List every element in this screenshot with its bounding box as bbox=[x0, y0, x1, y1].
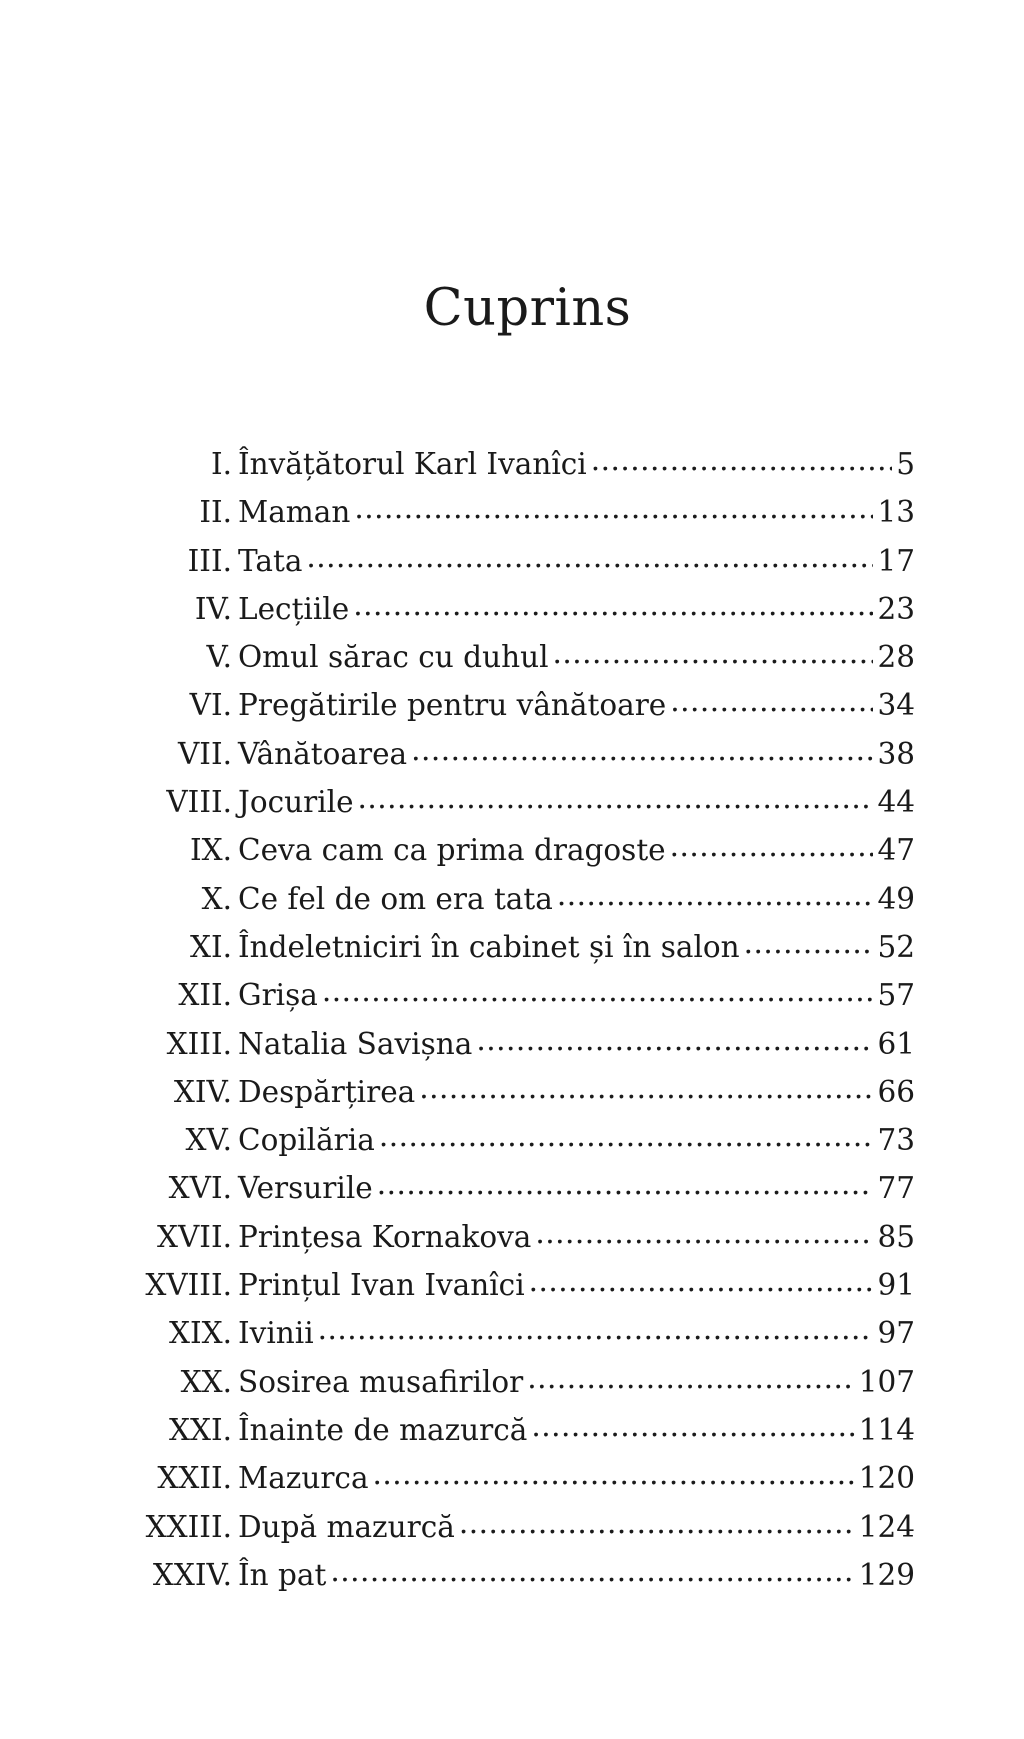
dot-leader bbox=[373, 1459, 855, 1489]
page-number: 124 bbox=[858, 1509, 915, 1544]
chapter-number: XXIV. bbox=[152, 1557, 232, 1592]
chapter-title: Sosirea musafirilor bbox=[238, 1364, 524, 1399]
chapter-title: Prințul Ivan Ivanîci bbox=[238, 1268, 525, 1303]
toc-entry bbox=[140, 440, 915, 488]
chapter-number: I. bbox=[210, 447, 232, 481]
chapter-title: Copilăria bbox=[238, 1123, 375, 1158]
dot-leader bbox=[354, 493, 873, 523]
chapter-number: IX. bbox=[189, 833, 232, 868]
dot-leader bbox=[306, 541, 873, 571]
toc-entry bbox=[140, 537, 915, 585]
chapter-number: XI. bbox=[189, 929, 232, 964]
chapter-number: X. bbox=[201, 881, 232, 916]
page-number: 91 bbox=[877, 1268, 915, 1303]
page-number: 17 bbox=[877, 543, 915, 578]
toc-entry bbox=[140, 488, 915, 536]
toc-entry bbox=[140, 1164, 915, 1212]
chapter-number: XVIII. bbox=[145, 1268, 232, 1303]
dot-leader bbox=[379, 1121, 874, 1151]
page-number: 57 bbox=[877, 978, 915, 1013]
page-number: 85 bbox=[877, 1219, 915, 1254]
page-number: 129 bbox=[858, 1557, 915, 1592]
chapter-title: Prințesa Kornakova bbox=[238, 1219, 532, 1254]
chapter-number: II. bbox=[199, 495, 232, 530]
toc-entry bbox=[140, 971, 915, 1019]
toc-entry bbox=[140, 1454, 915, 1502]
chapter-title: În pat bbox=[238, 1557, 327, 1592]
page-number: 34 bbox=[877, 688, 915, 723]
dot-leader bbox=[553, 638, 874, 668]
dot-leader bbox=[353, 589, 873, 619]
chapter-title: Ivinii bbox=[238, 1316, 314, 1351]
chapter-number: XIV. bbox=[173, 1074, 232, 1109]
page-number: 47 bbox=[877, 833, 915, 868]
page-number: 28 bbox=[877, 640, 915, 675]
chapter-number: III. bbox=[187, 543, 232, 578]
chapter-number: XV. bbox=[185, 1123, 232, 1158]
chapter-title: Tata bbox=[238, 543, 303, 578]
chapter-number: XIX. bbox=[168, 1316, 232, 1351]
page-title: Cuprins bbox=[423, 279, 632, 338]
dot-leader bbox=[322, 976, 874, 1006]
chapter-number: XXIII. bbox=[145, 1509, 232, 1544]
page-number: 13 bbox=[877, 495, 915, 530]
dot-leader bbox=[459, 1507, 855, 1537]
toc-entry bbox=[140, 1551, 915, 1599]
chapter-number: XX. bbox=[180, 1364, 232, 1399]
dot-leader bbox=[476, 1024, 873, 1054]
dot-leader bbox=[744, 927, 874, 957]
page-number: 38 bbox=[877, 736, 915, 771]
toc-entry bbox=[140, 826, 915, 874]
chapter-number: XXII. bbox=[157, 1461, 232, 1496]
toc-entry bbox=[140, 681, 915, 729]
chapter-title: După mazurcă bbox=[238, 1509, 455, 1544]
chapter-number: XXI. bbox=[168, 1412, 232, 1447]
dot-leader bbox=[670, 831, 874, 861]
chapter-number: XIII. bbox=[166, 1026, 232, 1061]
toc-entry bbox=[140, 1020, 915, 1068]
chapter-title: Ceva cam ca prima dragoste bbox=[238, 833, 666, 868]
toc-entry bbox=[140, 1116, 915, 1164]
toc-entry bbox=[140, 1358, 915, 1406]
toc-entry bbox=[140, 1406, 915, 1454]
dot-leader bbox=[531, 1410, 854, 1440]
page-number: 61 bbox=[877, 1026, 915, 1061]
chapter-number: VIII. bbox=[166, 785, 232, 820]
chapter-title: Pregătirile pentru vânătoare bbox=[238, 688, 667, 723]
chapter-number: V. bbox=[206, 640, 232, 675]
page-number: 23 bbox=[877, 591, 915, 626]
toc-entry bbox=[140, 875, 915, 923]
toc-entry bbox=[140, 585, 915, 633]
chapter-title: Mazurca bbox=[238, 1461, 369, 1496]
chapter-title: Îndeletniciri în cabinet și în salon bbox=[238, 929, 740, 964]
page-number: 120 bbox=[858, 1461, 915, 1496]
chapter-title: Vânătoarea bbox=[238, 736, 408, 771]
page-number: 44 bbox=[877, 785, 915, 820]
dot-leader bbox=[527, 1362, 854, 1392]
chapter-number: XVI. bbox=[168, 1171, 232, 1206]
page-number: 66 bbox=[877, 1074, 915, 1109]
toc-entry bbox=[140, 633, 915, 681]
chapter-title: Versurile bbox=[238, 1171, 373, 1206]
toc-entry bbox=[140, 778, 915, 826]
toc-entry bbox=[140, 1503, 915, 1551]
page-number: 52 bbox=[877, 929, 915, 964]
dot-leader bbox=[591, 445, 893, 475]
page-number: 49 bbox=[877, 881, 915, 916]
chapter-number: VII. bbox=[178, 736, 232, 771]
chapter-number: XVII. bbox=[157, 1219, 232, 1254]
dot-leader bbox=[318, 1314, 874, 1344]
chapter-title: Lecțiile bbox=[238, 591, 350, 626]
chapter-title: Omul sărac cu duhul bbox=[238, 640, 549, 675]
toc-entry bbox=[140, 1261, 915, 1309]
chapter-title: Grișa bbox=[238, 978, 318, 1013]
page-number: 114 bbox=[858, 1412, 915, 1447]
chapter-title: Natalia Savișna bbox=[238, 1026, 473, 1061]
dot-leader bbox=[419, 1072, 873, 1102]
chapter-title: Învățătorul Karl Ivanîci bbox=[238, 447, 587, 481]
chapter-title: Maman bbox=[238, 495, 351, 530]
dot-leader bbox=[330, 1555, 854, 1585]
chapter-title: Ce fel de om era tata bbox=[238, 881, 553, 916]
page-number: 73 bbox=[877, 1123, 915, 1158]
page-number: 107 bbox=[858, 1364, 915, 1399]
dot-leader bbox=[557, 879, 874, 909]
table-of-contents bbox=[140, 440, 915, 1599]
toc-entry bbox=[140, 1309, 915, 1357]
dot-leader bbox=[529, 1266, 874, 1296]
dot-leader bbox=[358, 783, 874, 813]
toc-entry bbox=[140, 730, 915, 778]
toc-entry bbox=[140, 1213, 915, 1261]
chapter-title: Jocurile bbox=[238, 785, 354, 820]
chapter-number: VI. bbox=[189, 688, 232, 723]
page-number: 5 bbox=[896, 447, 915, 481]
dot-leader bbox=[535, 1217, 873, 1247]
page-number: 97 bbox=[877, 1316, 915, 1351]
dot-leader bbox=[377, 1169, 874, 1199]
page-number: 77 bbox=[877, 1171, 915, 1206]
toc-entry bbox=[140, 1068, 915, 1116]
chapter-title: Despărțirea bbox=[238, 1074, 416, 1109]
dot-leader bbox=[670, 686, 873, 716]
chapter-title: Înainte de mazurcă bbox=[238, 1412, 528, 1447]
dot-leader bbox=[411, 734, 873, 764]
chapter-number: IV. bbox=[194, 591, 232, 626]
toc-entry bbox=[140, 923, 915, 971]
chapter-number: XII. bbox=[178, 978, 232, 1013]
